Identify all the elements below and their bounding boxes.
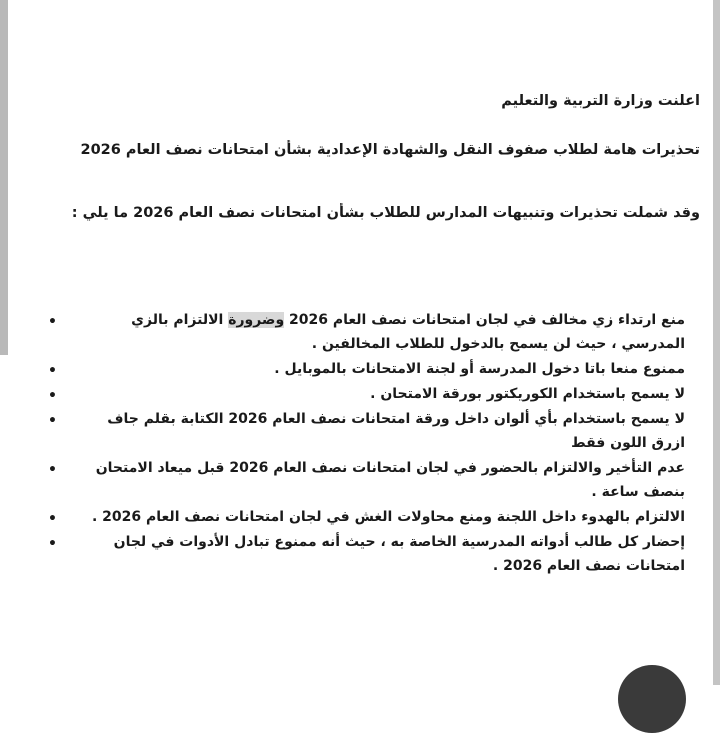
list-item [40,308,685,356]
headline-text: تحذيرات هامة لطلاب صفوف النقل والشهادة الإعدادية بشأن امتحانات نصف العام 2026 [80,142,700,158]
left-border [0,0,8,355]
intro-text: اعلنت وزارة التربية والتعليم [501,93,700,109]
bullet-icon: • [48,314,57,330]
list-item [40,357,685,381]
bullet-icon: • [48,462,57,478]
list-item [40,530,685,578]
item-text-part: الالتزام بالزي المدرسي ، حيث لن يسمح بالدخول للطلاب المخالفين . [131,312,685,352]
highlighted-word: وضرورة [228,312,285,328]
list-item-text: لا يسمح باستخدام الكوريكتور بورقة الامتحان . [370,386,685,402]
list-item [40,382,685,406]
right-border [713,0,720,685]
floating-action-button[interactable] [618,665,686,733]
list-item-text: عدم التأخير والالتزام بالحضور في لجان امتحانات نصف العام 2026 قبل ميعاد الامتحان بنصف ساعة . [95,460,685,500]
lead-text: وقد شملت تحذيرات وتنبيهات المدارس للطلاب بشأن امتحانات نصف العام 2026 ما يلي : [71,205,700,221]
bullet-icon: • [48,511,57,527]
bullet-icon: • [48,413,57,429]
bullet-icon: • [48,388,57,404]
list-item [40,505,685,529]
list-item-text: إحضار كل طالب أدواته المدرسية الخاصة به ، حيث أنه ممنوع تبادل الأدوات في لجان امتحانات نصف العام 2026 . [113,534,685,574]
list-item [40,407,685,455]
list-item [40,456,685,504]
list-item-text: لا يسمح باستخدام بأي ألوان داخل ورقة امتحانات نصف العام 2026 الكتابة بقلم جاف ازرق اللون فقط [107,411,685,451]
bullet-icon: • [48,363,57,379]
item-text-part: منع ارتداء زي مخالف في لجان امتحانات نصف العام 2026 [284,312,685,328]
list-item-text: الالتزام بالهدوء داخل اللجنة ومنع محاولات الغش في لجان امتحانات نصف العام 2026 . [91,509,685,525]
warnings-list [40,308,685,579]
list-item-text [80,308,685,356]
bullet-icon: • [48,536,57,552]
list-item-text: ممنوع منعا باتا دخول المدرسة أو لجنة الامتحانات بالموبايل . [274,361,685,377]
